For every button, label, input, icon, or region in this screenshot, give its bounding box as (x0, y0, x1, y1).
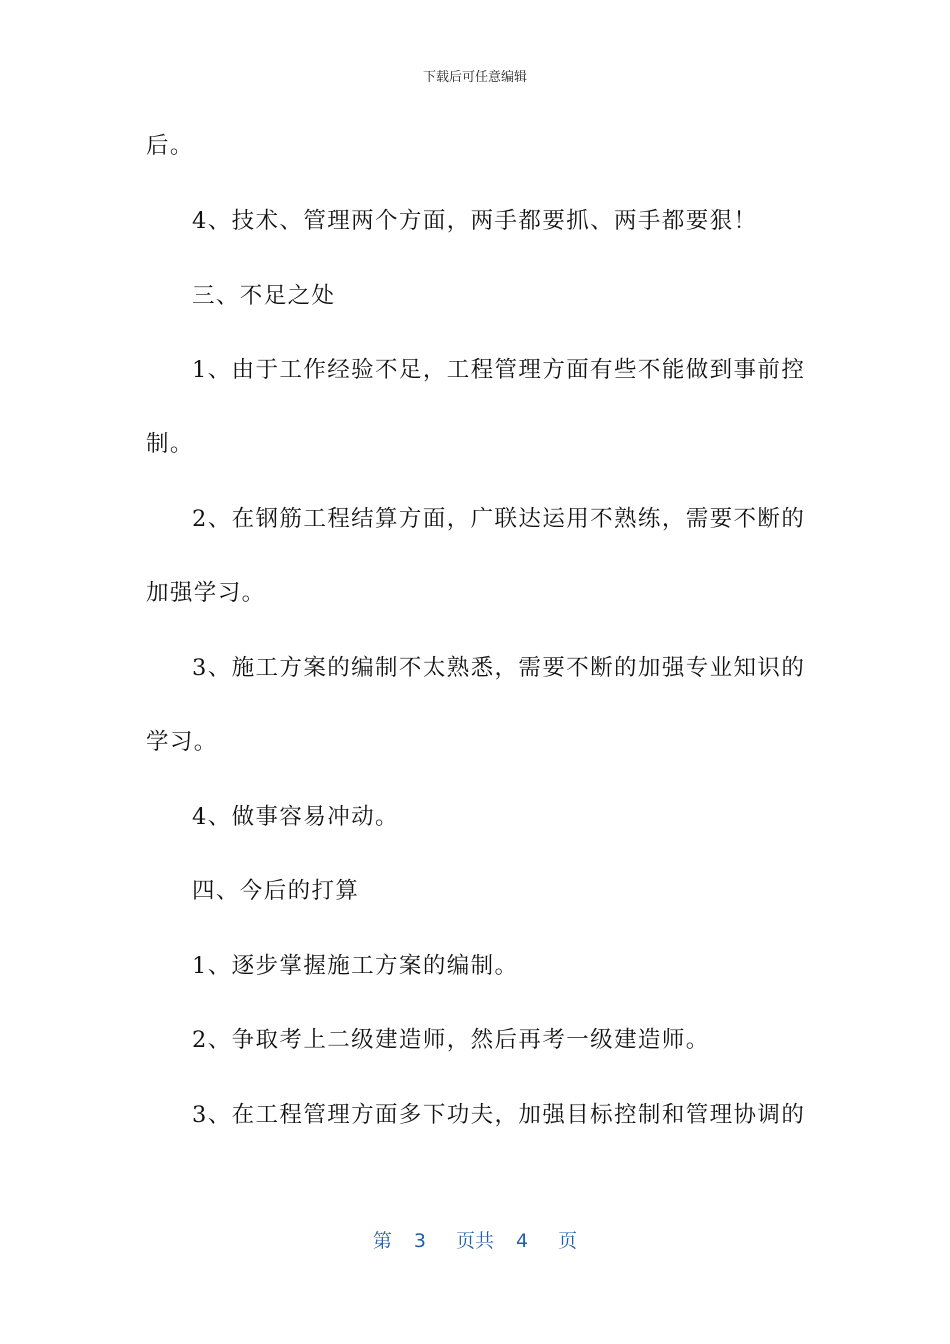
section-heading: 四、今后的打算 (192, 878, 360, 904)
page-header-note: 下载后可任意编辑 (422, 70, 527, 85)
page-prefix: 第 (372, 1230, 392, 1252)
paragraph-line: 2、在钢筋工程结算方面，广联达运用不熟练，需要不断的 (192, 506, 806, 532)
paragraph-line: 制。 (146, 431, 194, 457)
paragraph-line: 学习。 (146, 729, 218, 755)
paragraph-line: 加强学习。 (146, 580, 266, 606)
paragraph-line: 1、由于工作经验不足，工程管理方面有些不能做到事前控 (192, 357, 806, 383)
page-suffix: 页 (558, 1230, 578, 1252)
page-footer (0, 1226, 950, 1253)
paragraph-line: 3、施工方案的编制不太熟悉，需要不断的加强专业知识的 (192, 655, 806, 681)
paragraph-line: 2、争取考上二级建造师，然后再考一级建造师。 (192, 1027, 710, 1053)
paragraph-line: 4、做事容易冲动。 (192, 804, 399, 830)
section-heading: 三、不足之处 (192, 283, 336, 309)
paragraph-line: 1、逐步掌握施工方案的编制。 (192, 953, 519, 979)
paragraph-line: 4、技术、管理两个方面，两手都要抓、两手都要狠！ (192, 208, 758, 234)
page-middle: 页共 (455, 1230, 494, 1252)
paragraph-line: 后。 (146, 133, 194, 159)
paragraph-line: 3、在工程管理方面多下功夫，加强目标控制和管理协调的 (192, 1102, 806, 1128)
total-pages: 4 (516, 1230, 529, 1252)
page-number: 3 (413, 1230, 426, 1252)
